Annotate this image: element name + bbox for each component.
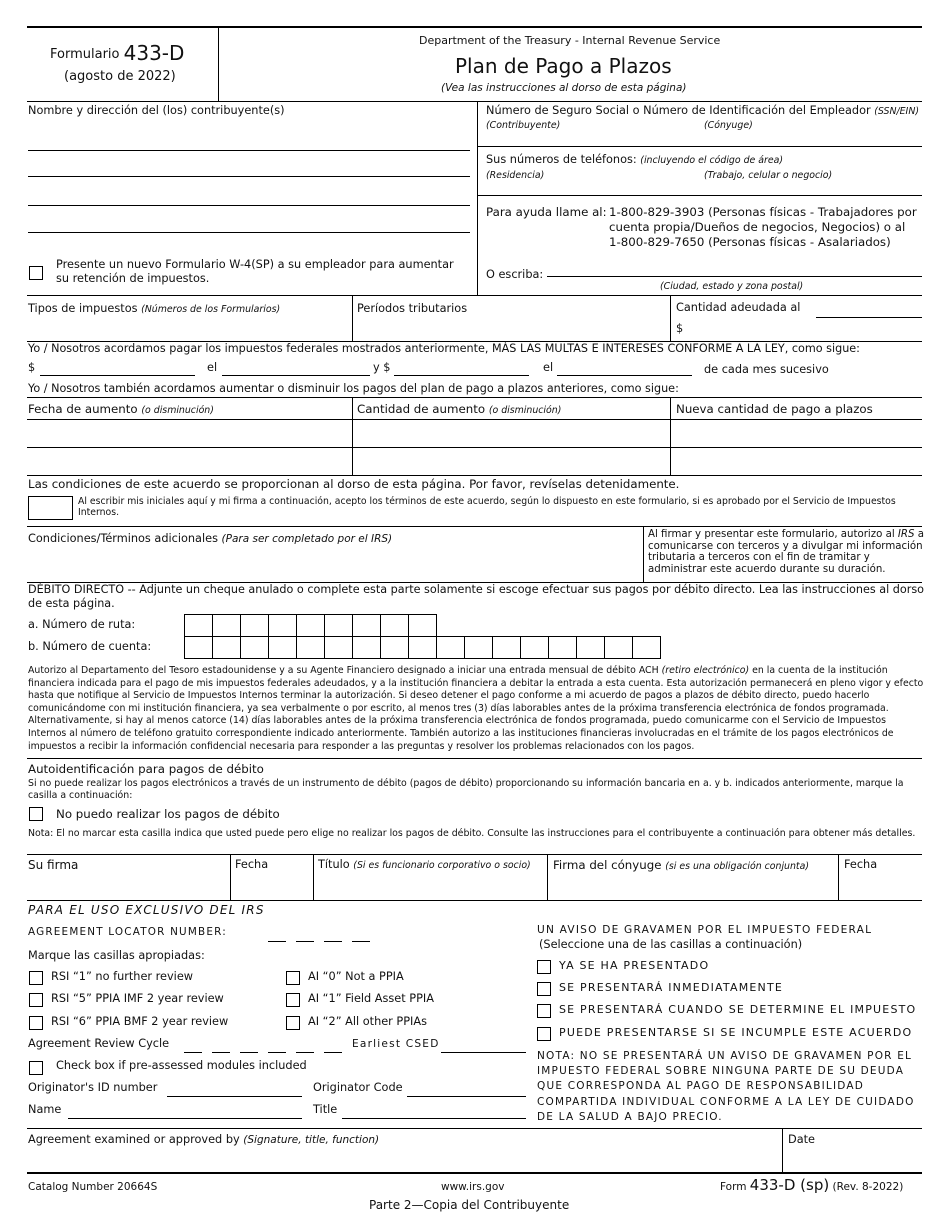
account-digit-box[interactable] (436, 636, 465, 659)
help-line-1: 1-800-829-3903 (Personas físicas - Trabajadores por (609, 205, 917, 219)
write-label: O escriba: (486, 268, 544, 281)
lien-label-2: SE PRESENTARÁ INMEDIATAMENTE (559, 981, 784, 994)
account-digit-box[interactable] (464, 636, 493, 659)
help-line-2: cuenta propia/Dueños de negocios, Negocios) o al (609, 220, 906, 234)
write-line[interactable] (547, 276, 922, 277)
pay-y-dollar: y $ (373, 361, 391, 374)
irs-name-line[interactable] (68, 1118, 302, 1119)
w4-checkbox[interactable] (29, 266, 43, 280)
locator-dash[interactable] (268, 941, 286, 942)
lien-label-4: PUEDE PRESENTARSE SI SE INCUMPLE ESTE ACUERDO (559, 1026, 913, 1039)
lien-label-3: SE PRESENTARÁ CUANDO SE DETERMINE EL IMPUESTO (559, 1003, 917, 1016)
originator-code-line[interactable] (407, 1096, 526, 1097)
pay-el-2: el (543, 361, 554, 374)
pay-dollar: $ (28, 361, 36, 374)
account-digit-box[interactable] (380, 636, 409, 659)
review-cycle-dash[interactable] (324, 1052, 342, 1053)
amount-owed-label: Cantidad adeudada al (676, 301, 801, 314)
new-amount-header: Nueva cantidad de pago a plazos (676, 402, 873, 416)
ai-label-1: AI “0” Not a PPIA (308, 970, 404, 983)
lien-note: NOTA: NO SE PRESENTARÁ UN AVISO DE GRAVAMEN POR EL IMPUESTO FEDERAL SOBRE NINGUNA PARTE DE SU DEUDA QUE CORRESPONDA AL PAGO DE RESPONSABILIDAD COMPARTIDA INDIVIDUAL CONFORME A LA LEY DE CUIDADO DE LA SALUD A BAJO PRECIO. (537, 1050, 915, 1123)
preassessed-label: Check box if pre-assessed modules included (56, 1059, 307, 1072)
name-address-label: Nombre y dirección del (los) contribuyente(s) (28, 104, 285, 117)
form-label: Formulario 433-D (50, 41, 185, 65)
self-id-title: Autoidentificación para pagos de débito (28, 762, 264, 776)
csed-label: Earliest CSED (352, 1038, 440, 1050)
debit-authorization-text: Autorizo al Departamento del Tesoro estadounidense y a su Agente Financiero designado a iniciar una entrada mensual de débito ACH (retiro electrónico) en la cuenta de la institución financiera indicada para el pago de mis impuestos federales adeudados, y a la institución financiera a debitar la entrada a esta cuenta. Esta autorización permanecerá en pleno vigor y efecto hasta que notifique al Servicio de Impuestos Internos terminar la autorización. Si deseo detener el pago conforme a mi acuerdo de pagos a plazos de débito directo, puedo hacerlo comunicándome con mi institución financiera, ya sea verbalmente o por escrito, al menos tres (3) días laborables antes de la próxima transferencia electrónica de fondos programada. Alternativamente, si hay al menos catorce (14) días laborables antes de la próxima transferencia electrónica de fondos programada, puedo comunicarme con el Servicio de Impuestos Internos al número de teléfono gratuito correspondiente indicado anteriormente. También autorizo a las instituciones financieras involucradas en el trámite de los pagos electrónicos de impuestos a recibir la información confidencial necesaria para responder a las preguntas y resolver los problemas relacionados con los pagos. (28, 665, 924, 752)
review-cycle-dash[interactable] (184, 1052, 202, 1053)
rsi-label-2: RSI “5” PPIA IMF 2 year review (51, 992, 224, 1005)
account-digit-box[interactable] (352, 636, 381, 659)
phones-label: Sus números de teléfonos: (incluyendo el código de área) (486, 153, 784, 166)
account-digit-box[interactable] (632, 636, 661, 659)
irs-name-label: Name (28, 1103, 62, 1116)
pay-el-1: el (207, 361, 218, 374)
self-id-text: Si no puede realizar los pagos electrónicos a través de un instrumento de débito (pagos de débito) proporcionando su información bancaria en a. y b. indicados anteriormente, marque la casilla a continuación: (28, 778, 904, 802)
amount-owed-dollar: $ (676, 322, 684, 335)
conditions-text: Las condiciones de este acuerdo se proporcionan al dorso de esta página. Por favor, revíselas detenidamente. (28, 477, 680, 491)
account-digit-box[interactable] (408, 636, 437, 659)
name-line-1[interactable] (28, 150, 470, 151)
irs-website[interactable]: www.irs.gov (441, 1181, 505, 1193)
preassessed-checkbox[interactable] (29, 1061, 43, 1075)
city-note: (Ciudad, estado y zona postal) (660, 281, 804, 292)
pay-amount2-line[interactable] (394, 375, 529, 376)
locator-dash[interactable] (296, 941, 314, 942)
signature-label: Su firma (28, 858, 79, 872)
pay-amount-line[interactable] (40, 375, 195, 376)
authorize-text: Al firmar y presentar este formulario, autorizo al IRS a comunicarse con terceros y a divulgar mi información tributaria a terceros con el fin de tramitar y administrar este acuerdo durante su duración. (648, 529, 924, 575)
lien-checkbox-1[interactable] (537, 960, 551, 974)
account-digit-box[interactable] (184, 636, 213, 659)
name-line-4[interactable] (28, 232, 470, 233)
irs-use-title: PARA EL USO EXCLUSIVO DEL IRS (28, 903, 265, 917)
rsi-label-3: RSI “6” PPIA BMF 2 year review (51, 1015, 229, 1028)
cannot-pay-debit-checkbox[interactable] (29, 807, 43, 821)
account-digit-box[interactable] (520, 636, 549, 659)
account-digit-box[interactable] (548, 636, 577, 659)
irs-title-line[interactable] (342, 1118, 526, 1119)
phone-residencia: (Residencia) (486, 170, 545, 181)
routing-digit-box[interactable] (240, 614, 269, 637)
help-label: Para ayuda llame al: (486, 205, 607, 219)
ssn-contribuyente: (Contribuyente) (486, 120, 561, 131)
review-cycle-dash[interactable] (296, 1052, 314, 1053)
examined-label: Agreement examined or approved by (Signature, title, function) (28, 1133, 380, 1146)
help-line-3: 1-800-829-7650 (Personas físicas - Asalariados) (609, 235, 891, 249)
originator-id-label: Originator's ID number (28, 1081, 158, 1094)
initials-text: Al escribir mis iniciales aquí y mi firma a continuación, acepto los términos de este acuerdo, según lo dispuesto en este formulario, si es aprobado por el Servicio de Impuestos Internos. (78, 496, 896, 518)
originator-code-label: Originator Code (313, 1081, 403, 1094)
account-digit-box[interactable] (268, 636, 297, 659)
each-month-text: de cada mes sucesivo (704, 363, 829, 376)
routing-digit-box[interactable] (352, 614, 381, 637)
account-digit-box[interactable] (212, 636, 241, 659)
phones-line[interactable] (478, 195, 922, 196)
phone-trabajo: (Trabajo, celular o negocio) (704, 170, 833, 181)
ssn-conyuge: (Cónyuge) (704, 120, 753, 131)
lien-checkbox-3[interactable] (537, 1004, 551, 1018)
copy-label: Parte 2—Copia del Contribuyente (369, 1198, 570, 1212)
account-label: b. Número de cuenta: (28, 640, 152, 653)
ai-label-3: AI “2” All other PPIAs (308, 1015, 427, 1028)
pay-agreement-text: Yo / Nosotros acordamos pagar los impuestos federales mostrados anteriormente, MÁS LAS MULTAS E INTERESES CONFORME A LA LEY, como sigue: (28, 342, 860, 355)
routing-digit-box[interactable] (408, 614, 437, 637)
locator-dash[interactable] (352, 941, 370, 942)
form-footer-id: Form 433-D (sp) (Rev. 8-2022) (720, 1176, 904, 1194)
lien-subtitle: (Seleccione una de las casillas a continuación) (539, 938, 803, 951)
rsi-checkbox-1[interactable] (29, 971, 43, 985)
increase-amount-header: Cantidad de aumento (o disminución) (357, 402, 562, 416)
routing-digit-box[interactable] (184, 614, 213, 637)
initials-box[interactable] (28, 496, 73, 520)
name-line-2[interactable] (28, 176, 470, 177)
routing-digit-box[interactable] (324, 614, 353, 637)
lien-checkbox-4[interactable] (537, 1027, 551, 1041)
spouse-date-label: Fecha (844, 858, 878, 871)
agency: Department of the Treasury - Internal Revenue Service (419, 34, 721, 47)
rsi-checkbox-3[interactable] (29, 1016, 43, 1030)
locator-dash[interactable] (324, 941, 342, 942)
review-cycle-dash[interactable] (240, 1052, 258, 1053)
review-cycle-dash[interactable] (268, 1052, 286, 1053)
originator-id-line[interactable] (167, 1096, 302, 1097)
account-digit-box[interactable] (240, 636, 269, 659)
routing-digit-box[interactable] (268, 614, 297, 637)
csed-line[interactable] (441, 1052, 526, 1053)
examined-date-label: Date (788, 1133, 816, 1146)
check-boxes-instruction: Marque las casillas apropiadas: (28, 949, 205, 962)
w4-text: Presente un nuevo Formulario W-4(SP) a su empleador para aumentar su retención de impuestos. (56, 258, 454, 285)
account-digit-box[interactable] (324, 636, 353, 659)
form-number: 433-D (123, 41, 185, 65)
page-title: Plan de Pago a Plazos (455, 54, 672, 78)
increase-date-header: Fecha de aumento (o disminución) (28, 402, 214, 416)
pay-date2-line[interactable] (557, 375, 692, 376)
lien-checkbox-2[interactable] (537, 982, 551, 996)
title-label: Título (Si es funcionario corporativo o socio) (318, 858, 531, 871)
ai-checkbox-2[interactable] (286, 993, 300, 1007)
ai-label-2: AI “1” Field Asset PPIA (308, 992, 434, 1005)
increase-text: Yo / Nosotros también acordamos aumentar o disminuir los pagos del plan de pago a plazos anteriores, como sigue: (28, 382, 679, 395)
direct-debit-heading: DÉBITO DIRECTO -- Adjunte un cheque anulado o complete esta parte solamente si escoge efectuar sus pagos por débito directo. Lea las instrucciones al dorso de esta página. (28, 583, 924, 610)
page-subtitle: (Vea las instrucciones al dorso de esta página) (441, 82, 687, 94)
agreement-locator-label: AGREEMENT LOCATOR NUMBER: (28, 926, 227, 938)
account-digit-box[interactable] (576, 636, 605, 659)
lien-title: UN AVISO DE GRAVAMEN POR EL IMPUESTO FEDERAL (537, 924, 873, 936)
rsi-checkbox-2[interactable] (29, 993, 43, 1007)
ai-checkbox-3[interactable] (286, 1016, 300, 1030)
name-line-3[interactable] (28, 205, 470, 206)
pay-date-line[interactable] (222, 375, 370, 376)
routing-digit-box[interactable] (296, 614, 325, 637)
account-digit-box[interactable] (492, 636, 521, 659)
routing-label: a. Número de ruta: (28, 618, 136, 631)
self-id-note: Nota: El no marcar esta casilla indica que usted puede pero elige no realizar los pagos de débito. Consulte las instrucciones para el contribuyente a continuación para obtener más detalles. (28, 828, 916, 839)
review-cycle-label: Agreement Review Cycle (28, 1037, 170, 1050)
rsi-label-1: RSI “1” no further review (51, 970, 194, 983)
spouse-signature-label: Firma del cónyuge (si es una obligación conjunta) (553, 858, 810, 872)
review-cycle-dash[interactable] (212, 1052, 230, 1053)
cannot-pay-debit-label: No puedo realizar los pagos de débito (56, 807, 280, 821)
lien-label-1: YA SE HA PRESENTADO (559, 959, 710, 972)
amount-owed-date-line[interactable] (816, 317, 922, 318)
tax-types-label: Tipos de impuestos (Números de los Formularios) (28, 302, 281, 315)
account-digit-box[interactable] (296, 636, 325, 659)
ssn-line[interactable] (478, 146, 922, 147)
routing-digit-box[interactable] (212, 614, 241, 637)
account-digit-box[interactable] (604, 636, 633, 659)
ssn-label: Número de Seguro Social o Número de Identificación del Empleador (SSN/EIN) (486, 104, 919, 117)
signature-date-label: Fecha (235, 858, 269, 871)
form-date: (agosto de 2022) (64, 69, 176, 84)
ai-checkbox-1[interactable] (286, 971, 300, 985)
catalog-number: Catalog Number 20664S (28, 1181, 158, 1193)
tax-periods-label: Períodos tributarios (357, 302, 468, 315)
additional-terms-label: Condiciones/Términos adicionales (Para ser completado por el IRS) (28, 532, 393, 545)
routing-digit-box[interactable] (380, 614, 409, 637)
irs-title-label: Title (313, 1103, 338, 1116)
